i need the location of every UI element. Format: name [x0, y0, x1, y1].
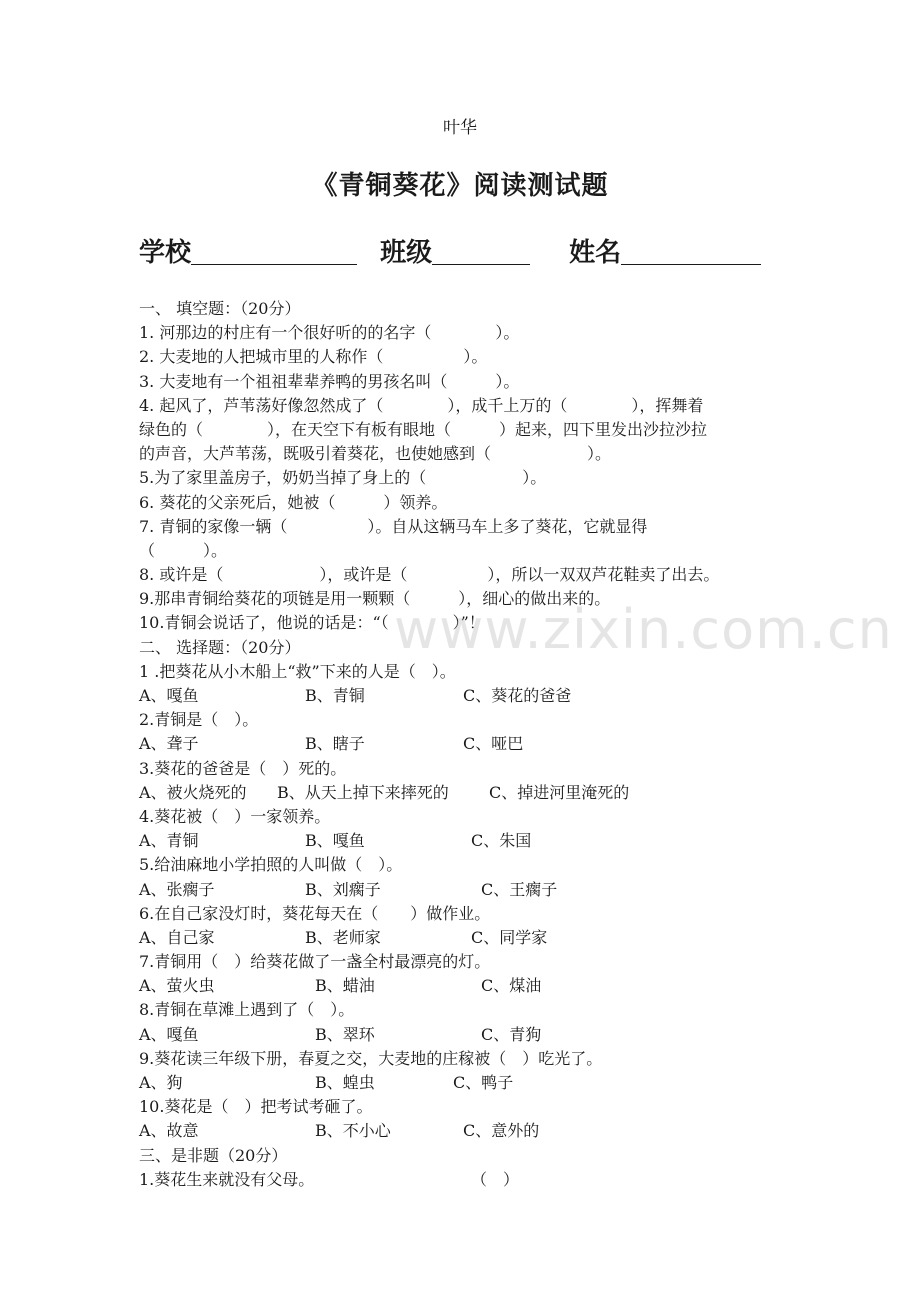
- question-text: 1 .把葵花从小木船上“救”下来的人是（ ）。: [139, 661, 456, 681]
- option-a: A、聋子: [139, 734, 199, 754]
- student-info-row: [139, 232, 761, 269]
- question-text: 9.葵花读三年级下册，春夏之交，大麦地的庄稼被（ ）吃光了。: [139, 1048, 603, 1068]
- option-c: C、朱国: [471, 831, 532, 851]
- question-text: 2.青铜是（ ）。: [139, 710, 259, 730]
- option-a: A、青铜: [139, 831, 199, 851]
- option-c: C、同学家: [471, 927, 548, 947]
- option-row: [139, 926, 819, 950]
- fill-in-line: 2. 大麦地的人把城市里的人称作（ ）。: [139, 347, 488, 367]
- option-b: B、老师家: [305, 927, 381, 947]
- fill-in-line: 的声音，大芦苇荡，既吸引着葵花，也使她感到（ ）。: [139, 444, 612, 464]
- option-c: C、青狗: [481, 1024, 542, 1044]
- option-c: C、哑巴: [463, 734, 524, 754]
- option-row: [139, 781, 819, 805]
- exam-body: [139, 297, 819, 1192]
- page-title: 《青铜葵花》阅读测试题: [311, 171, 609, 201]
- name-label: 姓名: [569, 238, 622, 268]
- option-b: B、翠环: [315, 1024, 375, 1044]
- fill-in-line: （ ）。: [139, 540, 228, 560]
- question-text: 10.葵花是（ ）把考试考砸了。: [139, 1097, 373, 1117]
- section-heading-choice: 二、 选择题：（20分）: [139, 637, 301, 657]
- option-b: B、瞎子: [305, 734, 365, 754]
- option-a: A、故意: [139, 1121, 199, 1141]
- option-a: A、嘎鱼: [139, 1024, 199, 1044]
- option-a: A、张瘸子: [139, 879, 215, 899]
- option-c: C、意外的: [463, 1121, 540, 1141]
- name-blank: [621, 234, 761, 265]
- class-label: 班级: [380, 238, 433, 268]
- question-text: 8.青铜在草滩上遇到了（ ）。: [139, 1000, 355, 1020]
- option-b: B、蝗虫: [315, 1073, 375, 1092]
- option-b: B、青铜: [305, 686, 365, 705]
- section-heading-fill-in: 一、 填空题：（20分）: [139, 299, 301, 318]
- fill-in-line: 绿色的（ ），在天空下有板有眼地（ ）起来，四下里发出沙拉沙拉: [139, 419, 708, 439]
- option-c: C、煤油: [481, 976, 542, 996]
- option-b: B、嘎鱼: [305, 831, 365, 851]
- option-c: C、掉进河里淹死的: [489, 782, 630, 802]
- question-text: 5.给油麻地小学拍照的人叫做（ ）。: [139, 855, 403, 875]
- school-blank: [191, 234, 357, 265]
- fill-in-line: 8. 或许是（ ），或许是（ ），所以一双双芦花鞋卖了出去。: [139, 565, 720, 585]
- class-blank: [432, 234, 530, 265]
- option-row: [139, 1071, 819, 1095]
- option-c: C、葵花的爸爸: [463, 686, 572, 705]
- answer-blank: （ ）: [471, 1169, 520, 1189]
- fill-in-line: 4. 起风了，芦苇荡好像忽然成了（ ），成千上万的（ ），挥舞着: [139, 395, 704, 415]
- question-text: 3.葵花的爸爸是（ ）死的。: [139, 758, 347, 778]
- true-false-statement: 1.葵花生来就没有父母。: [139, 1169, 315, 1189]
- option-row: [139, 1119, 819, 1143]
- author-name: 叶华: [443, 118, 477, 138]
- true-false-line: [139, 1168, 819, 1192]
- option-a: A、嘎鱼: [139, 686, 199, 705]
- option-row: [139, 829, 819, 853]
- school-label: 学校: [139, 238, 192, 268]
- option-a: A、狗: [139, 1073, 183, 1092]
- fill-in-line: 10.青铜会说话了，他说的话是：“（ ）”！: [139, 613, 485, 633]
- question-text: 6.在自己家没灯时，葵花每天在（ ）做作业。: [139, 903, 491, 923]
- fill-in-line: 7. 青铜的家像一辆（ ）。自从这辆马车上多了葵花，它就显得: [139, 516, 648, 536]
- option-a: A、萤火虫: [139, 976, 215, 996]
- option-b: B、从天上掉下来摔死的: [277, 782, 449, 802]
- fill-in-line: 1. 河那边的村庄有一个很好听的的名字（ ）。: [139, 323, 520, 343]
- option-c: C、鸭子: [453, 1073, 514, 1092]
- option-c: C、王瘸子: [481, 879, 558, 899]
- question-text: 7.青铜用（ ）给葵花做了一盏全村最漂亮的灯。: [139, 952, 491, 972]
- section-heading-true-false: 三、是非题（20分）: [139, 1145, 288, 1165]
- option-row: [139, 684, 819, 708]
- option-a: A、被火烧死的: [139, 782, 247, 802]
- option-b: B、不小心: [315, 1121, 391, 1141]
- fill-in-line: 5.为了家里盖房子，奶奶当掉了身上的（ ）。: [139, 468, 547, 488]
- fill-in-line: 3. 大麦地有一个祖祖辈辈养鸭的男孩名叫（ ）。: [139, 371, 520, 391]
- option-row: [139, 974, 819, 998]
- option-a: A、自己家: [139, 927, 215, 947]
- option-row: [139, 878, 819, 902]
- fill-in-line: 6. 葵花的父亲死后，她被（ ）领养。: [139, 492, 448, 512]
- option-b: B、刘瘸子: [305, 879, 381, 899]
- watermark: www.zixin.com.cn: [394, 598, 893, 661]
- option-b: B、蜡油: [315, 976, 375, 996]
- option-row: [139, 732, 819, 756]
- question-text: 4.葵花被（ ）一家领养。: [139, 806, 331, 826]
- fill-in-line: 9.那串青铜给葵花的项链是用一颗颗（ ），细心的做出来的。: [139, 589, 611, 609]
- option-row: [139, 1023, 819, 1047]
